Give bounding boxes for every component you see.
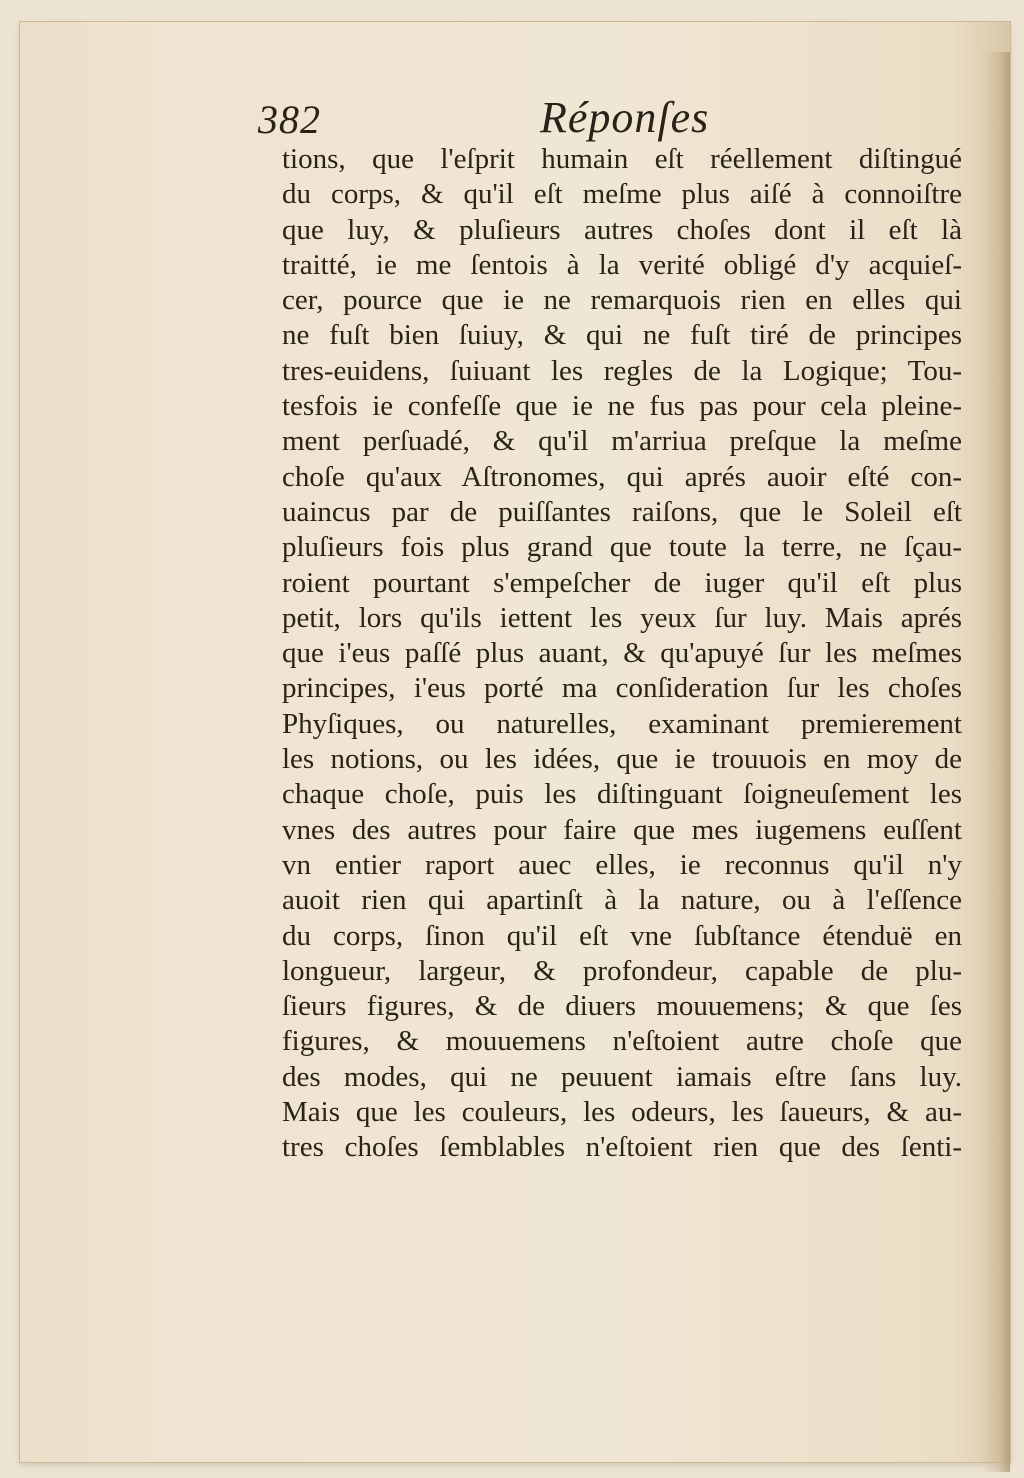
text-line: vnes des autres pour faire que mes iugemens euſſent bbox=[282, 813, 962, 846]
text-line: longueur, largeur, & profondeur, capable de plu- bbox=[282, 954, 962, 987]
text-line: vn entier raport auec elles, ie reconnus qu'il n'y bbox=[282, 848, 962, 881]
text-line: les notions, ou les idées, que ie trouuois en moy de bbox=[282, 743, 962, 776]
text-line: Phyſiques, ou naturelles, examinant premierement bbox=[282, 707, 962, 740]
page-gutter-edge bbox=[982, 52, 1010, 1472]
text-line: pluſieurs fois plus grand que toute la terre, ne ſçau- bbox=[282, 531, 962, 564]
page-header bbox=[258, 86, 758, 146]
text-line: Mais que les couleurs, les odeurs, les ſaueurs, & au- bbox=[282, 1096, 962, 1129]
text-line: tres-euidens, ſuiuant les regles de la Logique; Tou- bbox=[282, 354, 962, 387]
text-line: tions, que l'eſprit humain eſt réellement diſtingué bbox=[282, 143, 962, 175]
body-text bbox=[282, 142, 962, 1166]
text-line: des modes, qui ne peuuent iamais eſtre ſans luy. bbox=[282, 1060, 962, 1093]
text-line: traitté, ie me ſentois à la verité obligé d'y acquieſ- bbox=[282, 248, 962, 281]
text-line: auoit rien qui apartinſt à la nature, ou à l'eſſence bbox=[282, 884, 962, 917]
text-line: du corps, ſinon qu'il eſt vne ſubſtance étenduë en bbox=[282, 919, 962, 952]
text-line: choſe qu'aux Aſtronomes, qui aprés auoir eſté con- bbox=[282, 460, 962, 493]
text-line: tesfois ie confeſſe que ie ne fus pas pour cela pleine- bbox=[282, 390, 962, 423]
text-line: que luy, & pluſieurs autres choſes dont il eſt là bbox=[282, 213, 962, 246]
text-line: que i'eus paſſé plus auant, & qu'apuyé ſur les meſmes bbox=[282, 637, 962, 670]
text-line: figures, & mouuemens n'eſtoient autre choſe que bbox=[282, 1025, 962, 1058]
text-line: ment perſuadé, & qu'il m'arriua preſque la meſme bbox=[282, 425, 962, 458]
text-line: petit, lors qu'ils iettent les yeux ſur luy. Mais aprés bbox=[282, 601, 962, 634]
page-number: 382 bbox=[258, 97, 321, 142]
text-line: uaincus par de puiſſantes raiſons, que le Soleil eſt bbox=[282, 495, 962, 528]
running-title: Réponſes bbox=[540, 93, 710, 142]
text-line: principes, i'eus porté ma conſideration ſur les choſes bbox=[282, 672, 962, 705]
text-line: tres choſes ſemblables n'eſtoient rien que des ſenti- bbox=[282, 1131, 962, 1164]
text-line: roient pourtant s'empeſcher de iuger qu'il eſt plus bbox=[282, 566, 962, 599]
text-line: ſieurs figures, & de diuers mouuemens; & que ſes bbox=[282, 990, 962, 1023]
text-line: cer, pource que ie ne remarquois rien en elles qui bbox=[282, 284, 962, 317]
text-line: chaque choſe, puis les diſtinguant ſoigneuſement les bbox=[282, 778, 962, 811]
text-line: du corps, & qu'il eſt meſme plus aiſé à connoiſtre bbox=[282, 178, 962, 211]
text-line: ne fuſt bien ſuiuy, & qui ne fuſt tiré de principes bbox=[282, 319, 962, 352]
